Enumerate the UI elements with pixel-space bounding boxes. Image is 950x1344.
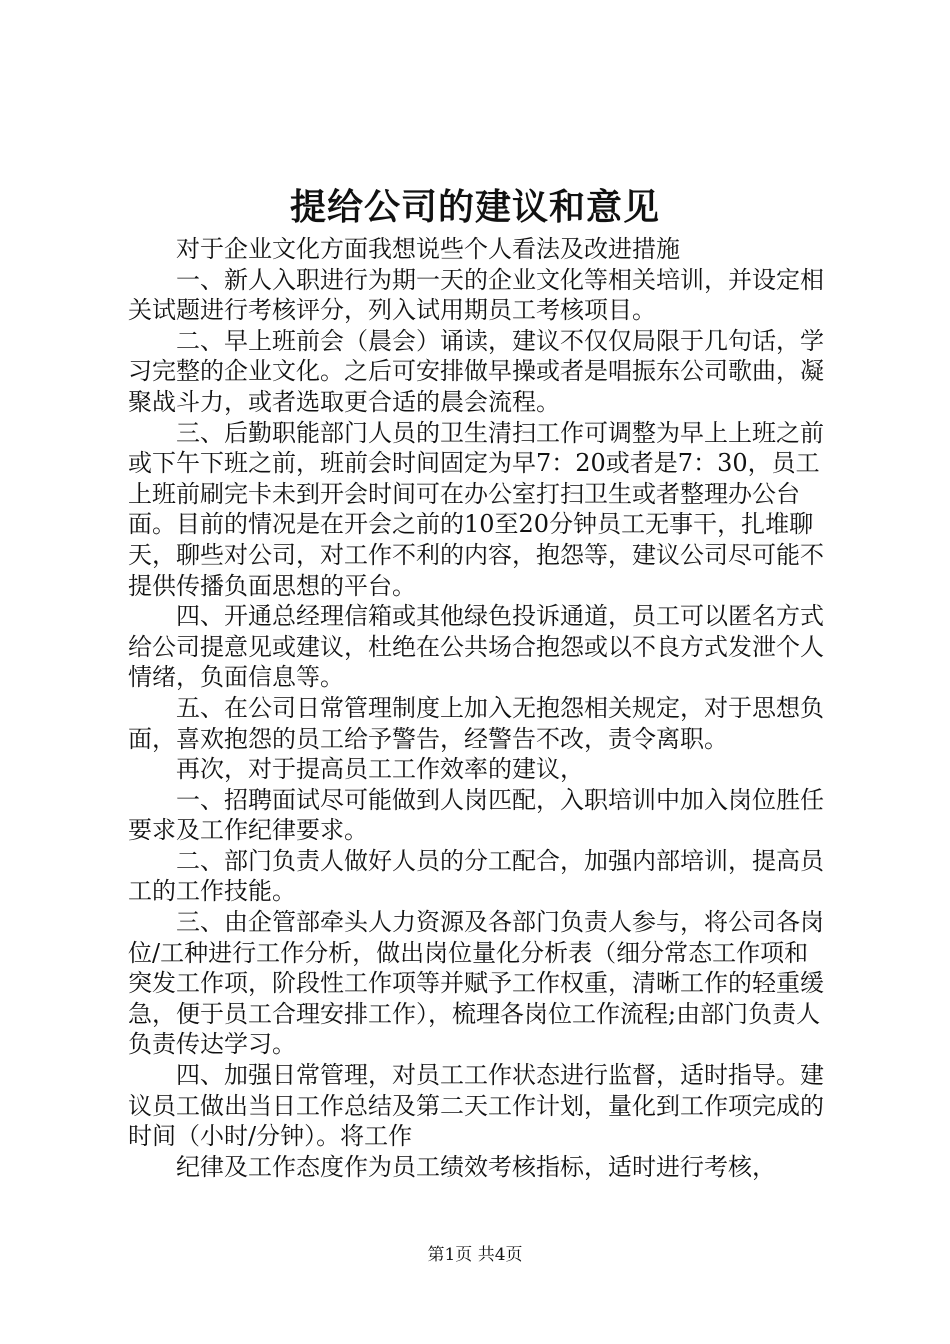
paragraph: 一、招聘面试尽可能做到人岗匹配，入职培训中加入岗位胜任要求及工作纪律要求。 bbox=[128, 785, 824, 845]
paragraph: 纪律及工作态度作为员工绩效考核指标，适时进行考核， bbox=[176, 1152, 776, 1181]
paragraph: 五、在公司日常管理制度上加入无抱怨相关规定，对于思想负面，喜欢抱怨的员工给予警告，经警告不改，责令离职。 bbox=[128, 693, 824, 753]
paragraph: 再次，对于提高员工工作效率的建议， bbox=[176, 755, 584, 784]
paragraph: 一、新人入职进行为期一天的企业文化等相关培训，并设定相关试题进行考核评分，列入试用期员工考核项目。 bbox=[128, 265, 824, 325]
paragraph: 对于企业文化方面我想说些个人看法及改进措施 bbox=[176, 235, 680, 263]
paragraph: 四、加强日常管理，对员工工作状态进行监督，适时指导。建议员工做出当日工作总结及第二天工作计划，量化到工作项完成的时间（小时/分钟）。将工作 bbox=[128, 1061, 824, 1151]
paragraph: 三、由企管部牵头人力资源及各部门负责人参与，将公司各岗位/工种进行工作分析，做出岗位量化分析表（细分常态工作项和突发工作项，阶段性工作项等并赋予工作权重，清晰工作的轻重缓急，便于员工合理安排工作），梳理各岗位工作流程;由部门负责人负责传达学习。 bbox=[128, 908, 824, 1059]
paragraph: 三、后勤职能部门人员的卫生清扫工作可调整为早上上班之前或下午下班之前，班前会时间固定为早7：20或者是7：30，员工上班前刷完卡未到开会时间可在办公室打扫卫生或者整理办公台面。目前的情况是在开会之前的10至20分钟员工无事干，扎堆聊天，聊些对公司，对工作不利的内容，抱怨等，建议公司尽可能不提供传播负面思想的平台。 bbox=[128, 418, 824, 600]
paragraph: 二、早上班前会（晨会）诵读，建议不仅仅局限于几句话，学习完整的企业文化。之后可安排做早操或者是唱振东公司歌曲，凝聚战斗力，或者选取更合适的晨会流程。 bbox=[128, 326, 824, 416]
document-title: 提给公司的建议和意见 bbox=[289, 186, 660, 228]
page-number-footer: 第1页 共4页 bbox=[427, 1245, 523, 1265]
paragraph: 二、部门负责人做好人员的分工配合，加强内部培训，提高员工的工作技能。 bbox=[128, 846, 824, 906]
document-body bbox=[128, 234, 828, 1182]
paragraph: 四、开通总经理信箱或其他绿色投诉通道，员工可以匿名方式给公司提意见或建议，杜绝在公共场合抱怨或以不良方式发泄个人情绪，负面信息等。 bbox=[128, 602, 824, 692]
